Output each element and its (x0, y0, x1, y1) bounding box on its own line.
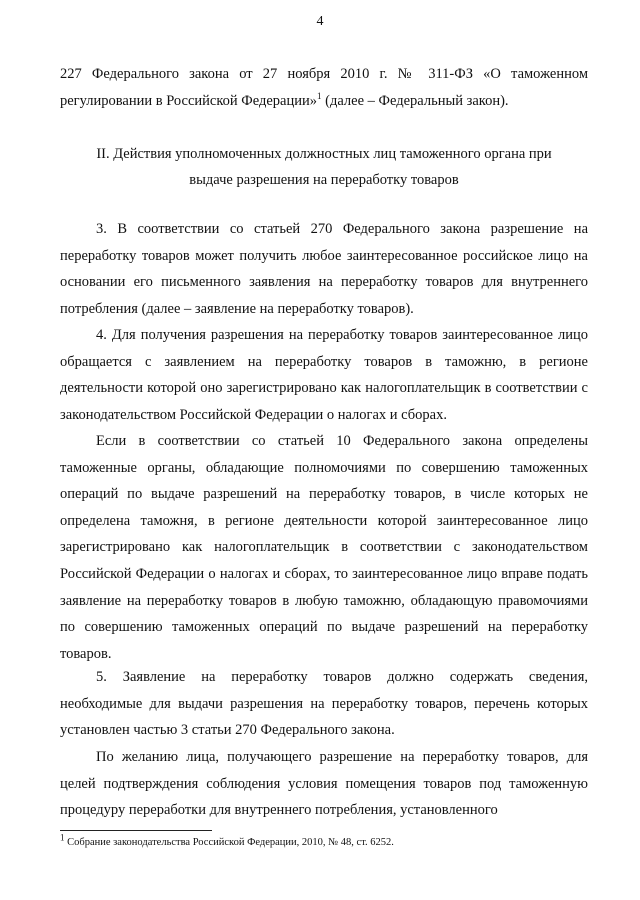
section-heading-line: II. Действия уполномоченных должностных лиц таможенного органа при (96, 146, 552, 162)
paragraph-continuation (60, 61, 588, 114)
paragraph-text: 227 Федерального закона от 27 ноября 2010 г. № 311-ФЗ «О таможенном регулировании в Российской Федерации» (60, 66, 588, 109)
paragraph-5: 5. Заявление на переработку товаров должно содержать сведения, необходимые для выдачи разрешения на переработку товаров, перечень которых установлен частью 3 статьи 270 Федерального закона. (60, 669, 588, 739)
page-number: 4 (316, 14, 324, 29)
section-heading (60, 141, 588, 193)
footnote-mark: 1 (60, 832, 65, 843)
footnote-text: Собрание законодательства Российской Федерации, 2010, № 48, ст. 6252. (64, 837, 394, 848)
paragraph-3: 3. В соответствии со статьей 270 Федерального закона разрешение на переработку товаров может получить любое заинтересованное российское лицо на основании его письменного заявления на переработку товаров для внутреннего потребления (далее – заявление на переработку товаров). (60, 221, 588, 317)
paragraph-4: 4. Для получения разрешения на переработку товаров заинтересованное лицо обращается с заявлением на переработку товаров в таможню, в регионе деятельности которой оно зарегистрировано как налогоплательщик в соответствии с законодательством Российской Федерации о налогах и сборах. (60, 327, 588, 423)
section-heading-line: выдаче разрешения на переработку товаров (189, 172, 459, 188)
footnote-ref: 1 (317, 90, 322, 101)
paragraph-5-continued: По желанию лица, получающего разрешение на переработку товаров, для целей подтверждения соблюдения условия помещения товаров под таможенную процедуру переработки для внутреннего потребления, установленного (60, 749, 588, 819)
paragraph-4-continued: Если в соответствии со статьей 10 Федерального закона определены таможенные органы, обладающие полномочиями по совершению таможенных операций по выдаче разрешений на переработку товаров, в числе которых не определена таможня, в регионе деятельности которой заинтересованное лицо зарегистрировано как налогоплательщик в соответствии с законодательством Российской Федерации о налогах и сборах, то заинтересованное лицо вправе подать заявление на переработку товаров в любую таможню, обладающую правомочиями по совершению таможенных операций по выдаче разрешений на переработку товаров. (60, 433, 588, 662)
footnote (60, 832, 580, 850)
paragraph-tail: (далее – Федеральный закон). (321, 92, 509, 109)
footnote-divider (60, 830, 212, 831)
